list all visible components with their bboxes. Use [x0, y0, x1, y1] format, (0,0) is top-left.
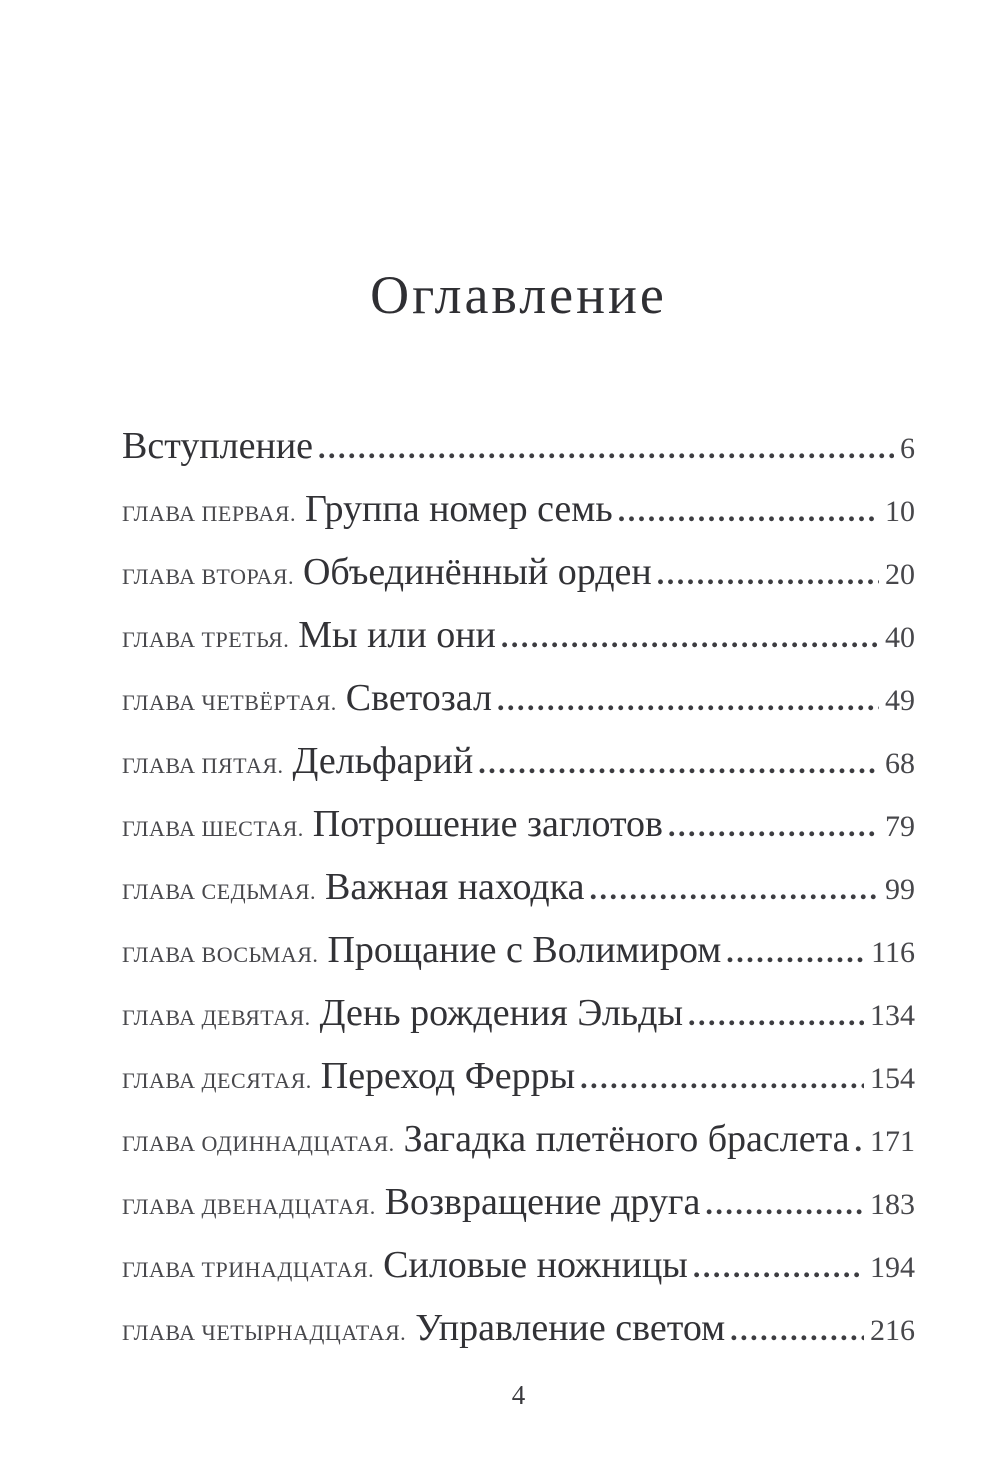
dot-leader: [589, 873, 879, 907]
page-number: 49: [885, 684, 915, 717]
toc-entry: [122, 424, 915, 487]
chapter-title: Потрошение заглотов: [312, 803, 663, 845]
toc-entry: [122, 613, 915, 676]
chapter-label: ГЛАВА ДВЕНАДЦАТАЯ.: [122, 1194, 376, 1219]
dot-leader: [497, 684, 879, 718]
dot-leader: [580, 1062, 864, 1096]
dot-leader: [668, 810, 879, 844]
page-number: 40: [885, 621, 915, 654]
toc-entry: [122, 865, 915, 928]
chapter-label: ГЛАВА ПЯТАЯ.: [122, 753, 284, 778]
page-number: 99: [885, 873, 915, 906]
chapter-title: Группа номер семь: [304, 488, 613, 530]
toc-entry: [122, 1306, 915, 1369]
chapter-title: Переход Ферры: [320, 1055, 576, 1097]
chapter-title: Возвращение друга: [384, 1181, 701, 1223]
chapter-title: Дельфарий: [292, 740, 474, 782]
chapter-title: Управление светом: [415, 1307, 726, 1349]
page-number: 154: [870, 1062, 915, 1095]
chapter-label: ГЛАВА СЕДЬМАЯ.: [122, 879, 317, 904]
toc-list: [122, 424, 915, 1369]
toc-entry: [122, 1180, 915, 1243]
toc-entry: [122, 1117, 915, 1180]
chapter-label: ГЛАВА ЧЕТВЁРТАЯ.: [122, 690, 337, 715]
dot-leader: [657, 558, 879, 592]
dot-leader: [730, 1314, 864, 1348]
page-number: 20: [885, 558, 915, 591]
chapter-title: Прощание с Волимиром: [327, 929, 722, 971]
chapter-title: Важная находка: [325, 866, 585, 908]
dot-leader: [688, 999, 864, 1033]
chapter-label: ГЛАВА ОДИННАДЦАТАЯ.: [122, 1131, 395, 1156]
folio-page-number: 4: [511, 1380, 526, 1410]
toc-entry: [122, 739, 915, 802]
toc-entry: [122, 802, 915, 865]
dot-leader: [693, 1251, 864, 1285]
chapter-title: Мы или они: [298, 614, 496, 656]
chapter-title: Вступление: [122, 425, 314, 467]
page-title: Оглавление: [370, 265, 667, 326]
dot-leader: [855, 1125, 864, 1159]
chapter-label: ГЛАВА ВТОРАЯ.: [122, 564, 294, 589]
dot-leader: [705, 1188, 864, 1222]
dot-leader: [478, 747, 879, 781]
dot-leader: [618, 495, 879, 529]
chapter-label: ГЛАВА ТРИНАДЦАТАЯ.: [122, 1257, 375, 1282]
toc-entry: [122, 487, 915, 550]
page-number: 183: [870, 1188, 915, 1221]
dot-leader: [318, 432, 894, 466]
page-number: 68: [885, 747, 915, 780]
chapter-label: ГЛАВА ПЕРВАЯ.: [122, 501, 296, 526]
chapter-label: ГЛАВА ЧЕТЫРНАДЦАТАЯ.: [122, 1320, 407, 1345]
chapter-title: День рождения Эльды: [319, 992, 683, 1034]
chapter-title: Объединённый орден: [302, 551, 652, 593]
toc-entry: [122, 928, 915, 991]
toc-entry: [122, 550, 915, 613]
page-number: 10: [885, 495, 915, 528]
chapter-label: ГЛАВА ДЕВЯТАЯ.: [122, 1005, 311, 1030]
chapter-label: ГЛАВА ДЕСЯТАЯ.: [122, 1068, 312, 1093]
chapter-label: ГЛАВА ТРЕТЬЯ.: [122, 627, 290, 652]
page-number: 194: [870, 1251, 915, 1284]
page-number: 134: [870, 999, 915, 1032]
page-number: 171: [870, 1125, 915, 1158]
toc-entry: [122, 991, 915, 1054]
toc-entry: [122, 676, 915, 739]
page-number: 6: [900, 432, 915, 465]
toc-entry: [122, 1243, 915, 1306]
chapter-label: ГЛАВА ШЕСТАЯ.: [122, 816, 304, 841]
chapter-title: Светозал: [345, 677, 492, 719]
chapter-title: Силовые ножницы: [383, 1244, 688, 1286]
dot-leader: [726, 936, 865, 970]
toc-entry: [122, 1054, 915, 1117]
page-number: 116: [871, 936, 915, 969]
dot-leader: [501, 621, 879, 655]
page-number: 216: [870, 1314, 915, 1347]
chapter-title: Загадка плетёного браслета: [403, 1118, 850, 1160]
page-number: 79: [885, 810, 915, 843]
chapter-label: ГЛАВА ВОСЬМАЯ.: [122, 942, 319, 967]
